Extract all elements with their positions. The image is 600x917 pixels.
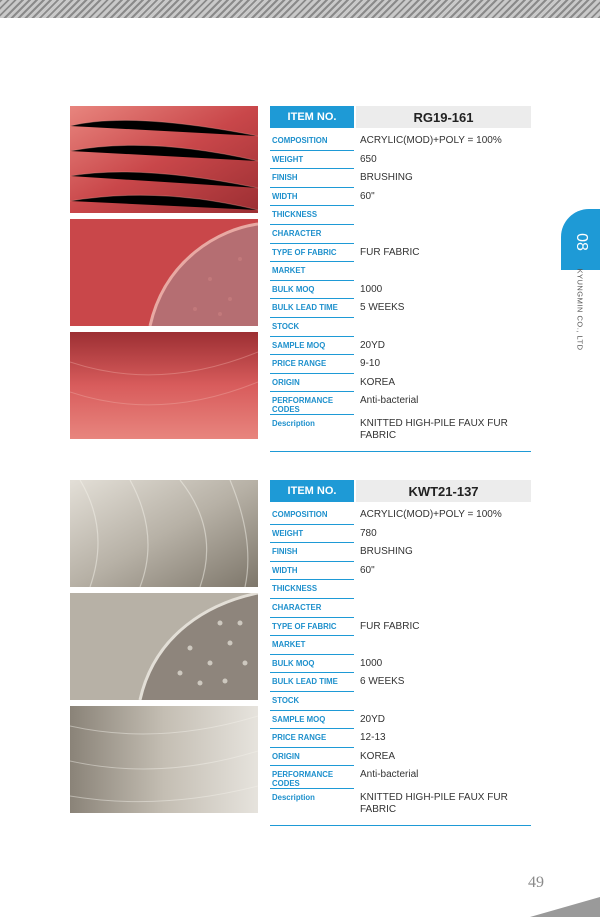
spec-row (270, 262, 531, 281)
spec-value: FUR FABRIC (360, 620, 420, 632)
spec-value: 9-10 (360, 358, 381, 370)
spec-label: PERFORMANCE CODES (270, 392, 354, 415)
spec-label: WEIGHT (270, 151, 354, 170)
item-header (270, 106, 531, 128)
spec-value: 1000 (360, 657, 383, 669)
spec-row (270, 355, 531, 374)
spec-label: MARKET (270, 636, 354, 655)
spec-row (270, 244, 531, 263)
spec-label: PRICE RANGE (270, 729, 354, 748)
spec-value: KOREA (360, 750, 396, 762)
spec-row (270, 636, 531, 655)
corner-triangle (530, 897, 600, 917)
spec-label: THICKNESS (270, 206, 354, 225)
spec-row (270, 415, 531, 452)
spec-label: COMPOSITION (270, 506, 354, 525)
spec-label: BULK MOQ (270, 281, 354, 300)
spec-row (270, 748, 531, 767)
spec-label: Description (272, 793, 315, 803)
spec-value: KNITTED HIGH-PILE FAUX FUR FABRIC (360, 792, 508, 816)
spec-label: TYPE OF FABRIC (270, 244, 354, 263)
item-label: ITEM NO. (270, 480, 354, 502)
spec-row (270, 506, 531, 525)
spec-label: SAMPLE MOQ (270, 711, 354, 730)
spec-table-2 (270, 480, 531, 826)
spec-row (270, 151, 531, 170)
spec-value: 20YD (360, 713, 386, 725)
item-header (270, 480, 531, 502)
spec-row (270, 729, 531, 748)
top-stripe-band (0, 0, 600, 18)
spec-label: BULK LEAD TIME (270, 299, 354, 318)
spec-label: ORIGIN (270, 374, 354, 393)
spec-label: PRICE RANGE (270, 355, 354, 374)
spec-label: FINISH (270, 169, 354, 188)
spec-label: STOCK (270, 692, 354, 711)
spec-value: 5 WEEKS (360, 302, 405, 314)
fabric-photo-surface (70, 106, 258, 213)
spec-value: ACRYLIC(MOD)+POLY = 100% (360, 135, 502, 146)
spec-row (270, 318, 531, 337)
spec-value: 6 WEEKS (360, 676, 405, 688)
spec-value (354, 599, 531, 618)
spec-label: COMPOSITION (270, 132, 354, 151)
spec-label: THICKNESS (270, 580, 354, 599)
spec-value: KNITTED HIGH-PILE FAUX FUR FABRIC (360, 418, 508, 442)
fabric-photo-surface-svg (70, 480, 258, 587)
spec-label: SAMPLE MOQ (270, 337, 354, 356)
spec-row (270, 711, 531, 730)
company-name: KYUNGMIN CO., LTD (575, 268, 585, 351)
spec-row (270, 281, 531, 300)
fabric-photo-backing-svg (70, 593, 258, 700)
spec-label: Description (272, 419, 315, 429)
spec-label: CHARACTER (270, 225, 354, 244)
spec-row (270, 562, 531, 581)
spec-label: FINISH (270, 543, 354, 562)
item-number: RG19-161 (356, 106, 531, 128)
fabric-photo-backing (70, 219, 258, 326)
spec-label: CHARACTER (270, 599, 354, 618)
spec-row (270, 692, 531, 711)
spec-value (354, 636, 531, 655)
spec-label: WIDTH (270, 562, 354, 581)
fabric-photo-backing-svg (70, 219, 258, 326)
spec-row (270, 132, 531, 151)
fabric-photo-pile (70, 332, 258, 439)
spec-value: Anti-bacterial (360, 395, 419, 407)
spec-row (270, 618, 531, 637)
spec-row (270, 392, 531, 415)
spec-label: WEIGHT (270, 525, 354, 544)
spec-row (270, 673, 531, 692)
spec-value: 1000 (360, 283, 383, 295)
spec-value (354, 692, 531, 711)
section-number: 08 (573, 233, 590, 251)
spec-value (354, 262, 531, 281)
spec-label: BULK LEAD TIME (270, 673, 354, 692)
spec-value (354, 206, 531, 225)
spec-value: BRUSHING (360, 546, 413, 558)
spec-label: PERFORMANCE CODES (270, 766, 354, 789)
spec-row (270, 766, 531, 789)
spec-value (354, 225, 531, 244)
spec-row (270, 580, 531, 599)
spec-value: KOREA (360, 376, 396, 388)
spec-value: ACRYLIC(MOD)+POLY = 100% (360, 509, 502, 520)
spec-label: MARKET (270, 262, 354, 281)
fabric-photo-surface-svg (70, 106, 258, 213)
spec-row (270, 169, 531, 188)
spec-value: 12-13 (360, 732, 386, 744)
spec-value: BRUSHING (360, 172, 413, 184)
spec-value: 60" (360, 564, 375, 576)
item-label: ITEM NO. (270, 106, 354, 128)
spec-row (270, 225, 531, 244)
spec-row (270, 299, 531, 318)
spec-value (354, 580, 531, 599)
fabric-photo-pile-svg (70, 332, 258, 439)
fabric-photo-pile-svg (70, 706, 258, 813)
fabric-photo-pile (70, 706, 258, 813)
spec-row (270, 789, 531, 826)
spec-value (354, 318, 531, 337)
spec-row (270, 599, 531, 618)
spec-label: ORIGIN (270, 748, 354, 767)
spec-label: STOCK (270, 318, 354, 337)
spec-value: 60" (360, 190, 375, 202)
spec-label: TYPE OF FABRIC (270, 618, 354, 637)
spec-row (270, 525, 531, 544)
spec-value: Anti-bacterial (360, 769, 419, 781)
spec-row (270, 188, 531, 207)
spec-value: 20YD (360, 339, 386, 351)
fabric-photo-surface (70, 480, 258, 587)
page-number: 49 (528, 874, 544, 891)
spec-label: BULK MOQ (270, 655, 354, 674)
spec-row (270, 655, 531, 674)
spec-row (270, 543, 531, 562)
spec-row (270, 374, 531, 393)
fabric-photo-backing (70, 593, 258, 700)
item-number: KWT21-137 (356, 480, 531, 502)
spec-label: WIDTH (270, 188, 354, 207)
spec-table-1 (270, 106, 531, 452)
spec-row (270, 337, 531, 356)
spec-row (270, 206, 531, 225)
spec-value: 650 (360, 153, 377, 165)
spec-value: FUR FABRIC (360, 246, 420, 258)
spec-value: 780 (360, 527, 377, 539)
